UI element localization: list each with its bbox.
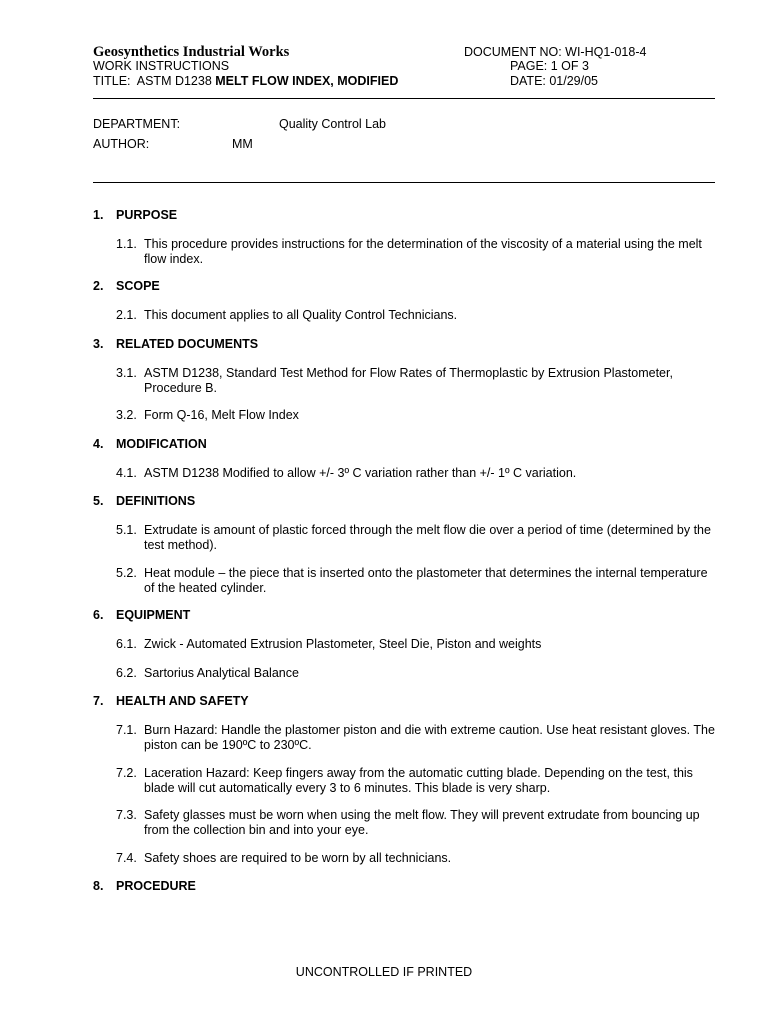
item-number: 2.1.	[116, 308, 137, 322]
list-item	[116, 408, 716, 423]
list-item	[116, 666, 716, 681]
header-row-2	[93, 59, 715, 74]
section-heading-modification	[93, 437, 207, 452]
footer-uncontrolled-notice: UNCONTROLLED IF PRINTED	[295, 965, 473, 979]
company-name: Geosynthetics Industrial Works	[93, 44, 290, 60]
section-heading-health-and-safety	[93, 694, 249, 709]
list-item	[116, 723, 716, 752]
item-text: Heat module – the piece that is inserted onto the plastometer that determines the internal temperature of the heated cylinder.	[144, 566, 708, 595]
item-text: ASTM D1238 Modified to allow +/- 3º C variation rather than +/- 1º C variation.	[144, 466, 577, 480]
item-number: 5.1.	[116, 523, 137, 537]
item-number: 7.1.	[116, 723, 137, 737]
item-text: Safety shoes are required to be worn by all technicians.	[144, 851, 452, 865]
section-heading-scope	[93, 279, 160, 294]
title-prefix: TITLE: ASTM D1238	[93, 74, 216, 88]
item-number: 6.1.	[116, 637, 137, 651]
item-text: This document applies to all Quality Control Technicians.	[144, 308, 458, 322]
item-number: 3.2.	[116, 408, 137, 422]
item-text: PURPOSE	[116, 208, 178, 222]
item-number: 5.	[93, 494, 104, 508]
page-number: PAGE: 1 OF 3	[510, 59, 589, 73]
item-text: Form Q-16, Melt Flow Index	[144, 408, 299, 422]
department-label: DEPARTMENT:	[93, 117, 181, 131]
item-text: MODIFICATION	[116, 437, 207, 451]
item-number: 2.	[93, 279, 104, 293]
item-number: 4.	[93, 437, 104, 451]
item-text: Sartorius Analytical Balance	[144, 666, 299, 680]
item-number: 7.	[93, 694, 104, 708]
item-text: Burn Hazard: Handle the plastomer piston and die with extreme caution. Use heat resistant gloves. The piston can be 190ºC to 230ºC.	[144, 723, 715, 752]
item-number: 8.	[93, 879, 104, 893]
item-number: 7.4.	[116, 851, 137, 865]
section-heading-procedure	[93, 879, 196, 894]
item-text: Safety glasses must be worn when using the melt flow. They will prevent extrudate from bouncing up from the collection bin and into your eye.	[144, 808, 700, 837]
item-number: 1.	[93, 208, 104, 222]
item-text: PROCEDURE	[116, 879, 196, 893]
header-divider	[93, 98, 715, 99]
list-item	[116, 637, 716, 652]
item-number: 3.	[93, 337, 104, 351]
item-number: 3.1.	[116, 366, 137, 380]
header-row-3	[93, 74, 715, 89]
item-number: 5.2.	[116, 566, 137, 580]
document-number: DOCUMENT NO: WI-HQ1-018-4	[464, 45, 647, 59]
list-item	[116, 851, 716, 866]
item-text: EQUIPMENT	[116, 608, 191, 622]
item-number: 7.2.	[116, 766, 137, 780]
item-text: Laceration Hazard: Keep fingers away from the automatic cutting blade. Depending on the test, this blade will cut automatically every 3 to 6 minutes. This blade is very sharp.	[144, 766, 693, 795]
section-heading-purpose	[93, 208, 177, 223]
item-text: ASTM D1238, Standard Test Method for Flow Rates of Thermoplastic by Extrusion Plastometer, Procedure B.	[144, 366, 673, 395]
item-text: RELATED DOCUMENTS	[116, 337, 259, 351]
meta-divider	[93, 182, 715, 183]
document-type: WORK INSTRUCTIONS	[93, 59, 230, 73]
document-date: DATE: 01/29/05	[510, 74, 599, 88]
header-row-1	[93, 45, 715, 60]
item-text: This procedure provides instructions for the determination of the viscosity of a material using the melt flow index.	[144, 237, 702, 266]
list-item	[116, 808, 716, 837]
list-item	[116, 237, 716, 266]
document-title	[93, 74, 398, 89]
item-number: 7.3.	[116, 808, 137, 822]
list-item	[116, 308, 716, 323]
section-heading-equipment	[93, 608, 190, 623]
item-text: DEFINITIONS	[116, 494, 196, 508]
author-label: AUTHOR:	[93, 137, 150, 151]
item-number: 6.	[93, 608, 104, 622]
list-item	[116, 523, 716, 552]
section-heading-definitions	[93, 494, 195, 509]
item-text: HEALTH AND SAFETY	[116, 694, 249, 708]
item-number: 1.1.	[116, 237, 137, 251]
author-value: MM	[232, 137, 253, 151]
section-heading-related-documents	[93, 337, 258, 352]
list-item	[116, 766, 716, 795]
list-item	[116, 466, 716, 481]
item-text: SCOPE	[116, 279, 160, 293]
title-bold: MELT FLOW INDEX, MODIFIED	[215, 74, 399, 88]
item-text: Zwick - Automated Extrusion Plastometer, Steel Die, Piston and weights	[144, 637, 542, 651]
list-item	[116, 566, 716, 595]
list-item	[116, 366, 716, 395]
item-text: Extrudate is amount of plastic forced through the melt flow die over a period of time (determined by the test method).	[144, 523, 711, 552]
department-value: Quality Control Lab	[279, 117, 387, 131]
item-number: 4.1.	[116, 466, 137, 480]
item-number: 6.2.	[116, 666, 137, 680]
